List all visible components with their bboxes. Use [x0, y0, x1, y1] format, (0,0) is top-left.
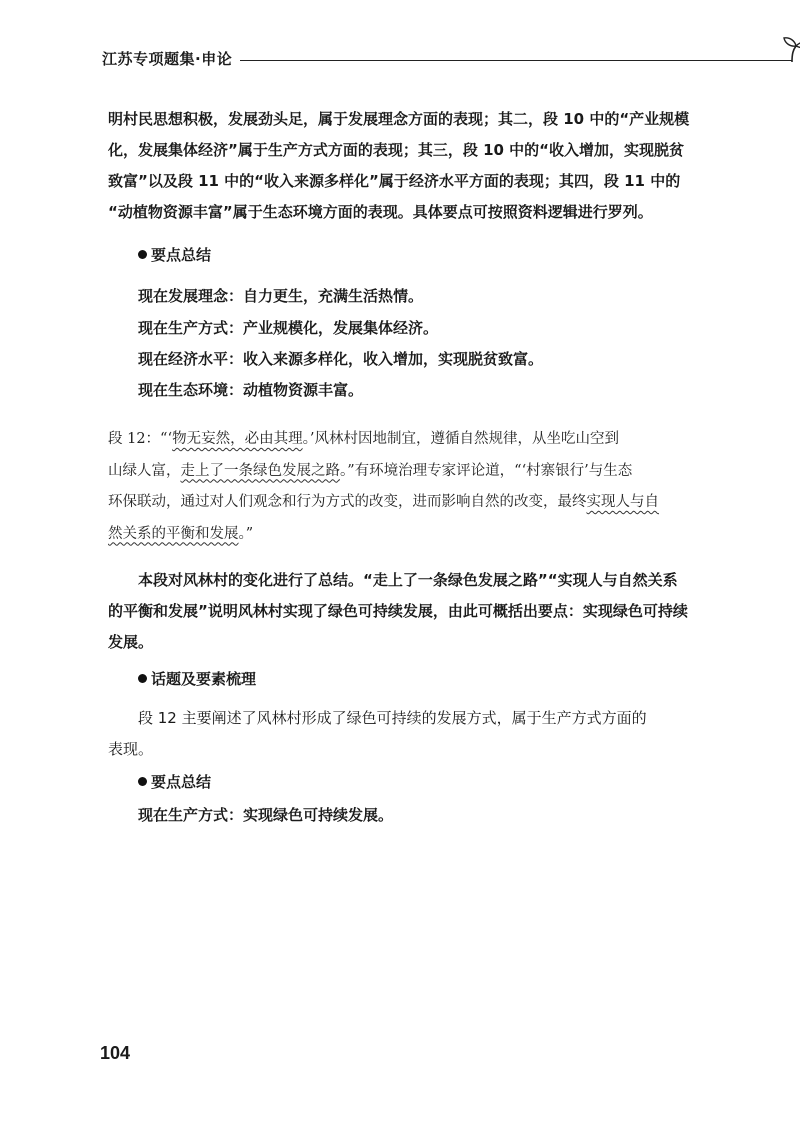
section-heading: [138, 770, 211, 794]
intro-line: 致富”以及段 11 中的“收入来源多样化”属于经济水平方面的表现；其四，段 11 中的: [108, 172, 681, 190]
summary-point: 现在发展理念：自力更生，充满生活热情。: [138, 287, 424, 305]
summary-point: 现在生产方式：产业规模化，发展集体经济。: [138, 319, 439, 337]
sprout-icon: [776, 34, 800, 64]
book-title: 江苏专项题集·申论: [102, 50, 233, 68]
bullet-icon: [138, 777, 147, 786]
summary-point: 现在生产方式：实现绿色可持续发展。: [138, 806, 394, 824]
page-number: 104: [100, 1043, 131, 1063]
intro-line: “动植物资源丰富”属于生态环境方面的表现。具体要点可按照资料逻辑进行罗列。: [108, 203, 653, 221]
analysis-line: 本段对风林村的变化进行了总结。“走上了一条绿色发展之路”“实现人与自然关系: [138, 571, 678, 589]
topic-line: 表现。: [108, 740, 154, 758]
analysis-paragraph: [108, 565, 708, 658]
section-heading-label: 要点总结: [151, 773, 212, 791]
underlined-phrase: 走上了一条绿色发展之路: [180, 462, 340, 479]
quote-line: 段 12：“‘物无妄然，必由其理。’风林村因地制宜，遵循自然规律，从坐吃山空到: [108, 431, 619, 447]
intro-line: 化，发展集体经济”属于生产方式方面的表现；其三，段 10 中的“收入增加，实现脱贫: [108, 141, 685, 159]
analysis-line: 的平衡和发展”说明风林村实现了绿色可持续发展，由此可概括出要点：实现绿色可持续: [108, 602, 688, 620]
section-heading-label: 话题及要素梳理: [151, 670, 257, 688]
underlined-phrase: 物无妄然，必由其理: [172, 431, 303, 447]
source-quote: [108, 424, 708, 550]
underlined-phrase: 实现人与自: [586, 494, 659, 510]
section-heading-label: 要点总结: [151, 246, 212, 264]
header-rule: [240, 60, 792, 61]
section-heading: [138, 243, 211, 267]
intro-line: 明村民思想积极，发展劲头足，属于发展理念方面的表现；其二，段 10 中的“产业规模: [108, 110, 690, 128]
running-header: [100, 46, 718, 76]
bullet-icon: [138, 674, 147, 683]
topic-line: 段 12 主要阐述了风林村形成了绿色可持续的发展方式，属于生产方式方面的: [138, 709, 647, 727]
quote-line: 然关系的平衡和发展。”: [108, 525, 254, 542]
intro-paragraph: [108, 104, 708, 228]
bullet-icon: [138, 250, 147, 259]
quote-line: 环保联动，通过对人们观念和行为方式的改变，进而影响自然的改变，最终实现人与自: [108, 494, 659, 510]
underlined-phrase: 然关系的平衡和发展: [108, 525, 239, 542]
summary-point: 现在生态环境：动植物资源丰富。: [138, 381, 364, 399]
topic-paragraph: [108, 703, 708, 765]
section-heading: [138, 667, 256, 691]
summary-point: 现在经济水平：收入来源多样化，收入增加，实现脱贫致富。: [138, 350, 544, 368]
analysis-line: 发展。: [108, 633, 154, 651]
quote-line: 山绿人富，走上了一条绿色发展之路。”有环境治理专家评论道，“‘村寨银行’与生态: [108, 462, 633, 479]
